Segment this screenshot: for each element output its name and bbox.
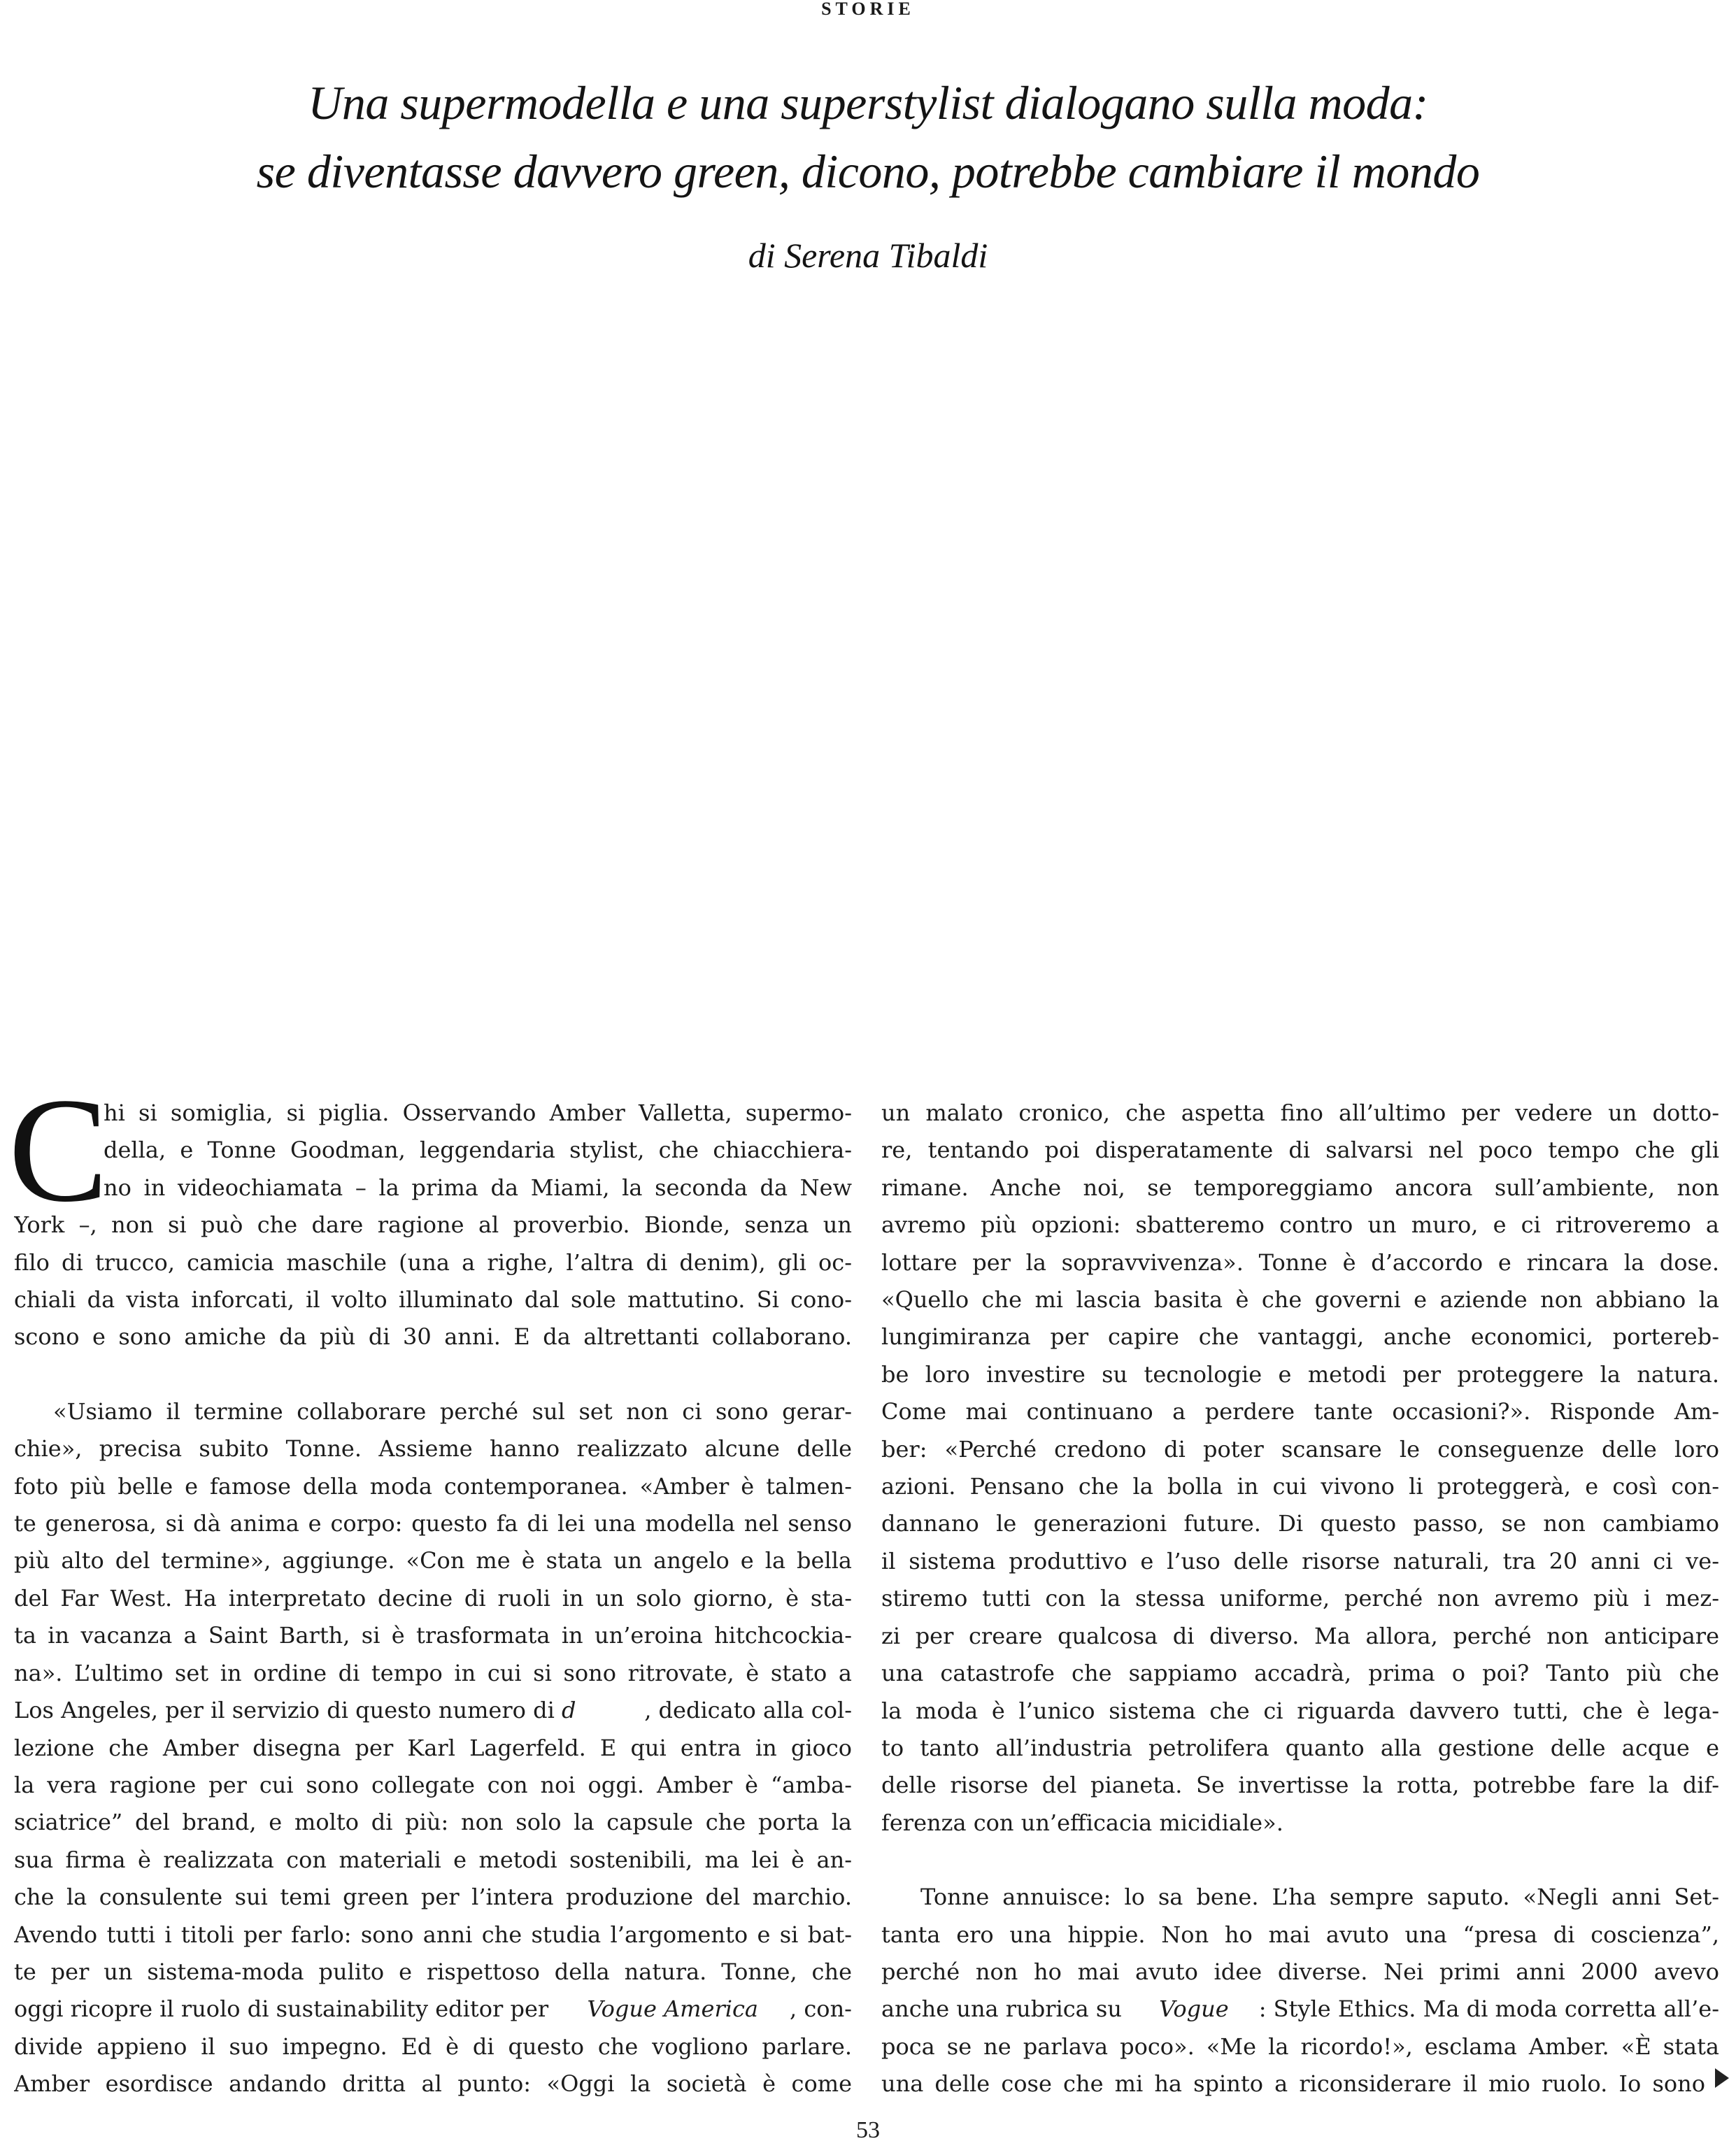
- text-line: Avendo tutti i titoli per farlo: sono anni che studia l’argomento e si bat-: [14, 1921, 852, 1948]
- text-segment: oggi ricopre il ruolo di sustainability editor per: [14, 1996, 556, 2023]
- text-line: stiremo tutti con la stessa uniforme, perché non avremo più i mez-: [881, 1585, 1719, 1612]
- text-line: azioni. Pensano che la bolla in cui vivono li proteggerà, e così con-: [881, 1473, 1719, 1500]
- text-line: ber: «Perché credono di poter scansare le conseguenze delle loro: [881, 1435, 1719, 1463]
- text-line: chie», precisa subito Tonne. Assieme hanno realizzato alcune delle: [14, 1435, 852, 1463]
- magazine-name: [562, 1692, 852, 1729]
- text-segment: : Style Ethics. Ma di moda corretta all’e-: [1258, 1996, 1719, 2023]
- text-line: una catastrofe che sappiamo accadrà, prima o poi? Tanto più che: [881, 1660, 1719, 1687]
- text-line: be loro investire su tecnologie e metodi per proteggere la natura.: [881, 1360, 1719, 1388]
- text-line: sciatrice” del brand, e molto di più: non solo la capsule che porta la: [14, 1809, 852, 1836]
- byline: di Serena Tibaldi: [748, 236, 988, 275]
- text-segment: , dedicato alla col-: [644, 1697, 852, 1724]
- text-line: lungimiranza per capire che vantaggi, anche economici, portereb-: [881, 1323, 1719, 1351]
- text-line: chiali da vista inforcati, il volto illuminato dal sole mattutino. Si cono-: [14, 1286, 852, 1314]
- text-line: to tanto all’industria petrolifera quanto alla gestione delle acque e: [881, 1734, 1719, 1761]
- drop-cap: C: [8, 1067, 108, 1233]
- article-column-right: [881, 1095, 1719, 2103]
- text-line: più alto del termine», aggiunge. «Con me è stata un angelo e la bella: [14, 1547, 852, 1574]
- headline-line: se diventasse davvero green, dicono, potrebbe cambiare il mondo: [256, 145, 1480, 198]
- text-line: no in videochiamata – la prima da Miami, la seconda da New: [104, 1174, 852, 1201]
- text-line: il sistema produttivo e l’uso delle risorse naturali, tra 20 anni ci ve-: [881, 1547, 1719, 1574]
- text-line: zi per creare qualcosa di diverso. Ma allora, perché non anticipare: [881, 1622, 1719, 1649]
- text-line: hi si somiglia, si piglia. Osservando Amber Valletta, supermo-: [104, 1100, 852, 1126]
- magazine-name-italic: d: [561, 1697, 576, 1724]
- text-line: divide appieno il suo impegno. Ed è di questo che vogliono parlare.: [14, 2033, 852, 2060]
- text-line: ta in vacanza a Saint Barth, si è trasformata in un’eroina hitchcockia-: [14, 1622, 852, 1649]
- headline: [0, 69, 1736, 206]
- text-line: scono e sono amiche da più di 30 anni. E da altrettanti collaborano.: [14, 1323, 852, 1351]
- text-segment: Los Angeles, per il servizio di questo numero di: [14, 1697, 562, 1724]
- paragraph-gap: [881, 1842, 1719, 1879]
- text-line: una delle cose che mi ha spinto a riconsiderare il mio ruolo. Io sono: [881, 2070, 1705, 2098]
- text-line: lezione che Amber disegna per Karl Lagerfeld. E qui entra in gioco: [14, 1734, 852, 1761]
- text-line: la moda è l’unico sistema che ci riguarda davvero tutti, che è lega-: [881, 1697, 1719, 1724]
- text-line: te per un sistema-moda pulito e rispettoso della natura. Tonne, che: [14, 1958, 852, 1985]
- text-line: na». L’ultimo set in ordine di tempo in cui si sono ritrovate, è stato a: [14, 1659, 852, 1686]
- magazine-name-italic: Vogue America: [587, 1996, 758, 2023]
- text-line: York –, non si può che dare ragione al proverbio. Bionde, senza un: [14, 1211, 852, 1239]
- text-line: avremo più opzioni: sbatteremo contro un muro, e ci ritroveremo a: [881, 1211, 1719, 1239]
- text-line: del Far West. Ha interpretato decine di ruoli in un solo giorno, è sta-: [14, 1584, 852, 1612]
- page-number: 53: [856, 2117, 880, 2143]
- text-line: che la consulente sui temi green per l’intera produzione del marchio.: [14, 1884, 852, 1911]
- text-line: «Usiamo il termine collaborare perché sul set non ci sono gerar-: [53, 1397, 852, 1425]
- text-line: ferenza con un’efficacia micidiale».: [881, 1809, 1283, 1836]
- paragraph-gap: [14, 1356, 852, 1393]
- text-line: re, tentando poi disperatamente di salvarsi nel poco tempo che gli: [881, 1137, 1719, 1164]
- text-line: te generosa, si dà anima e corpo: questo fa di lei una modella nel senso: [14, 1510, 852, 1537]
- text-line: poca se ne parlava poco». «Me la ricordo!», esclama Amber. «È stata: [881, 2033, 1719, 2060]
- text-line: perché non ho mai avuto idee diverse. Nei primi anni 2000 avevo: [881, 1958, 1719, 1985]
- text-line: [14, 1991, 852, 2028]
- text-line: Come mai continuano a perdere tante occasioni?». Risponde Am-: [881, 1398, 1719, 1425]
- continue-arrow-icon: [1715, 2068, 1729, 2088]
- text-line: [881, 1991, 1719, 2028]
- text-line: la vera ragione per cui sono collegate con noi oggi. Amber è “amba-: [14, 1771, 852, 1798]
- text-line: «Quello che mi lascia basita è che governi e aziende non abbiano la: [881, 1286, 1719, 1314]
- text-line: Amber esordisce andando dritta al punto: «Oggi la società è come: [14, 2070, 852, 2098]
- text-segment: , con-: [790, 1996, 852, 2023]
- text-line: delle risorse del pianeta. Se invertisse la rotta, potrebbe fare la dif-: [881, 1772, 1719, 1799]
- text-line: della, e Tonne Goodman, leggendaria stylist, che chiacchiera-: [104, 1137, 852, 1164]
- text-line: sua firma è realizzata con materiali e metodi sostenibili, ma lei è an-: [14, 1846, 852, 1873]
- section-label: STORIE: [821, 0, 915, 19]
- text-segment: anche una rubrica su: [881, 1996, 1130, 2023]
- text-line: un malato cronico, che aspetta fino all’ultimo per vedere un dotto-: [881, 1100, 1719, 1126]
- text-line: lottare per la sopravvivenza». Tonne è d’accordo e rincara la dose.: [881, 1249, 1719, 1276]
- text-line: rimane. Anche noi, se temporeggiamo ancora sull’ambiente, non: [881, 1174, 1719, 1201]
- magazine-name-italic: Vogue: [1159, 1996, 1229, 2023]
- text-line: Tonne annuisce: lo sa bene. L’ha sempre saputo. «Negli anni Set-: [920, 1884, 1719, 1911]
- text-line: tanta ero una hippie. Non ho mai avuto una “presa di coscienza”,: [881, 1921, 1719, 1948]
- article-column-left: [14, 1095, 852, 2103]
- headline-line: Una supermodella e una superstylist dialogano sulla moda:: [308, 76, 1428, 129]
- text-line: filo di trucco, camicia maschile (una a righe, l’altra di denim), gli oc-: [14, 1249, 852, 1276]
- text-line: [14, 1692, 852, 1729]
- text-line: foto più belle e famose della moda contemporanea. «Amber è talmen-: [14, 1472, 852, 1500]
- text-line: dannano le generazioni future. Di questo passo, se non cambiamo: [881, 1510, 1719, 1537]
